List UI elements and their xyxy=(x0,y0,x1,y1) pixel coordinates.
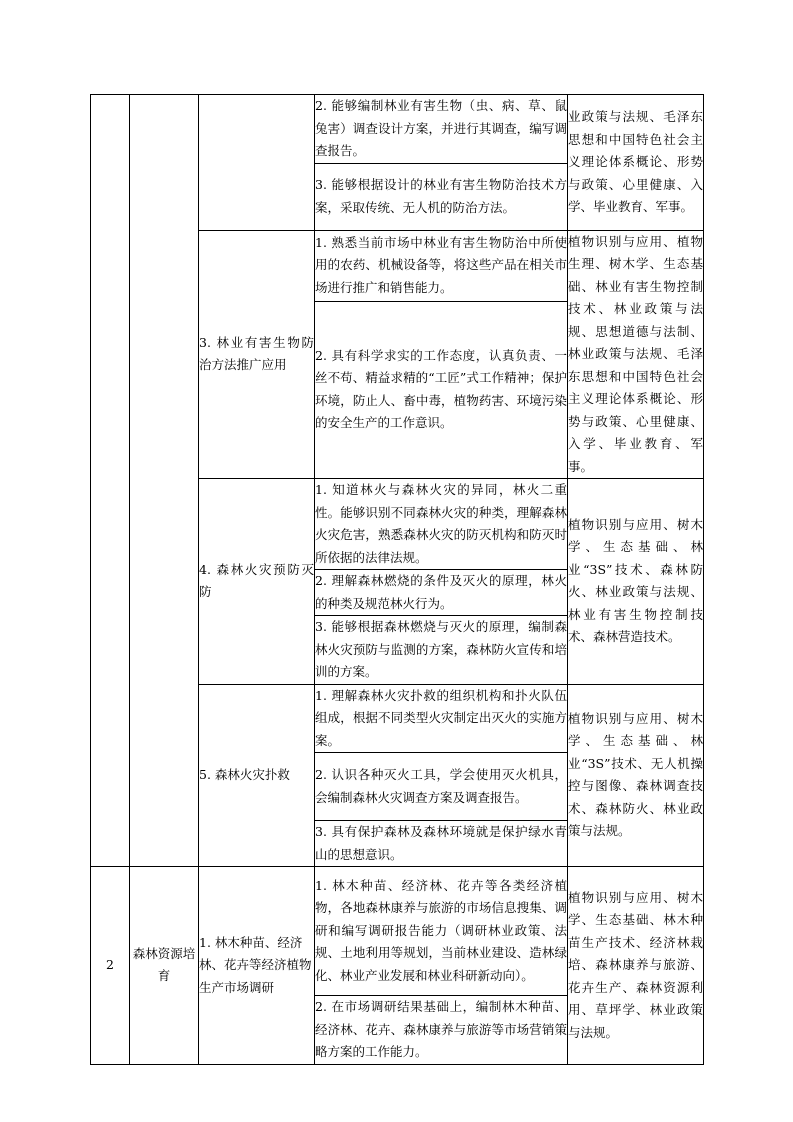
module-cell xyxy=(199,95,315,231)
number-cell: 2 xyxy=(91,867,130,1065)
courses-cell: 植物识别与应用、树木学、生态基础、林业“3S”技术、森林防火、林业政策与法规、林业有害生物控制技术、森林营造技术。 xyxy=(568,479,704,685)
courses-cell: 植物识别与应用、树木学、生态基础、林木种苗生产技术、经济林栽培、森林康养与旅游、花卉生产、森林资源利用、草坪学、林业政策与法规。 xyxy=(568,867,704,1065)
module-cell: 5. 森林火灾扑救 xyxy=(199,684,315,867)
area-cell xyxy=(130,95,199,867)
area-cell: 森林资源培育 xyxy=(130,867,199,1065)
requirement-cell: 1. 知道林火与森林火灾的异同，林火二重性。能够识别不同森林火灾的种类，理解森林火灾危害，熟悉森林火灾的防灭机构和防灭时所依据的法律法规。 xyxy=(315,479,568,570)
table-row xyxy=(91,95,704,164)
requirement-cell: 3. 能够根据森林燃烧与灭火的原理，编制森林火灾预防与监测的方案，森林防火宣传和培训的方案。 xyxy=(315,616,568,685)
courses-cell: 植物识别与应用、树木学、生态基础、林业“3S”技术、无人机操控与图像、森林调查技术、森林防火、林业政策与法规。 xyxy=(568,684,704,867)
module-cell: 1. 林木种苗、经济林、花卉等经济植物生产市场调研 xyxy=(199,867,315,1065)
requirement-cell: 2. 理解森林燃烧的条件及灭火的原理，林火的种类及规范林火行为。 xyxy=(315,570,568,616)
table-row xyxy=(91,867,704,996)
number-cell xyxy=(91,95,130,867)
requirement-cell: 2. 在市场调研结果基础上，编制林木种苗、经济林、花卉、森林康养与旅游等市场营销策略方案的工作能力。 xyxy=(315,996,568,1065)
requirement-cell: 2. 认识各种灭火工具，学会使用灭火机具，会编制森林火灾调查方案及调查报告。 xyxy=(315,753,568,821)
requirement-cell: 3. 能够根据设计的林业有害生物防治技术方案，采取传统、无人机的防治方法。 xyxy=(315,163,568,230)
module-cell: 4. 森林火灾预防灭防 xyxy=(199,479,315,685)
requirement-cell: 3. 具有保护森林及森林环境就是保护绿水青山的思想意识。 xyxy=(315,821,568,867)
requirement-cell: 1. 熟悉当前市场中林业有害生物防治中所使用的农药、机械设备等，将这些产品在相关市场进行推广和销售能力。 xyxy=(315,230,568,301)
requirement-cell: 1. 林木种苗、经济林、花卉等各类经济植物，各地森林康养与旅游的市场信息搜集、调研和编写调研报告能力（调研林业政策、法规、土地利用等规划，当前林业建设、造林绿化、林业产业发展和林业科研新动向）。 xyxy=(315,867,568,996)
module-cell: 3. 林业有害生物防治方法推广应用 xyxy=(199,230,315,479)
courses-cell: 植物识别与应用、植物生理、树木学、生态基础、林业有害生物控制技术、林业政策与法规、思想道德与法制、林业政策与法规、毛泽东思想和中国特色社会主义理论体系概论、形势与政策、心里健康、入学、毕业教育、军事。 xyxy=(568,230,704,479)
requirement-cell: 1. 理解森林火灾扑救的组织机构和扑火队伍组成，根据不同类型火灾制定出灭火的实施方案。 xyxy=(315,684,568,753)
requirement-cell: 2. 能够编制林业有害生物（虫、病、草、鼠兔害）调查设计方案，并进行其调查，编写调查报告。 xyxy=(315,95,568,164)
curriculum-table xyxy=(90,94,704,1065)
courses-cell: 业政策与法规、毛泽东思想和中国特色社会主义理论体系概论、形势与政策、心里健康、入学、毕业教育、军事。 xyxy=(568,95,704,231)
requirement-cell: 2. 具有科学求实的工作态度，认真负责、一丝不苟、精益求精的“工匠”式工作精神；保护环境，防止人、畜中毒，植物药害、环境污染的安全生产的工作意识。 xyxy=(315,301,568,478)
